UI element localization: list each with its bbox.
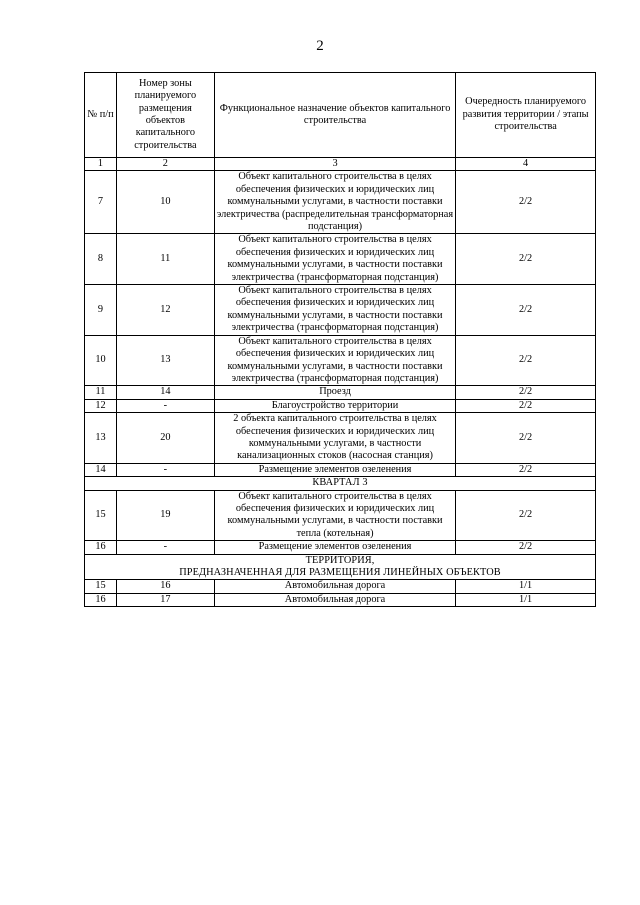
stage-value: 2/2: [456, 234, 596, 285]
stage-value: 2/2: [456, 463, 596, 476]
stage-value: 2/2: [456, 171, 596, 234]
row-number: 16: [85, 593, 117, 606]
purpose-text: Объект капитального строительства в целях обеспечения физических и юридических лиц коммунальными услугами, в частности поставки электричества (трансформаторная подстанция): [214, 335, 455, 386]
zone-number: 14: [116, 386, 214, 399]
stage-value: 2/2: [456, 541, 596, 554]
row-number: 7: [85, 171, 117, 234]
stage-value: 2/2: [456, 285, 596, 336]
section-row: [85, 554, 596, 580]
column-number: 3: [214, 158, 455, 171]
table-row: [85, 541, 596, 554]
zone-number: -: [116, 541, 214, 554]
purpose-text: Автомобильная дорога: [214, 593, 455, 606]
zone-number: 20: [116, 413, 214, 464]
row-number: 15: [85, 490, 117, 541]
purpose-text: Объект капитального строительства в целях обеспечения физических и юридических лиц коммунальными услугами, в частности поставки электричества (распределительная трансформаторная подстанция): [214, 171, 455, 234]
table-row: [85, 490, 596, 541]
purpose-text: 2 объекта капитального строительства в целях обеспечения физических и юридических лиц коммунальными услугами, в частности канализационных стоков (насосная станция): [214, 413, 455, 464]
purpose-text: Объект капитального строительства в целях обеспечения физических и юридических лиц коммунальными услугами, в частности поставки тепла (котельная): [214, 490, 455, 541]
column-number-row: [85, 158, 596, 171]
stage-value: 2/2: [456, 490, 596, 541]
row-number: 15: [85, 580, 117, 593]
stage-value: 2/2: [456, 413, 596, 464]
zone-number: -: [116, 463, 214, 476]
header-purpose: Функциональное назначение объектов капитального строительства: [214, 73, 455, 158]
page-number: 2: [316, 38, 324, 54]
stage-value: 2/2: [456, 386, 596, 399]
purpose-text: Размещение элементов озеленения: [214, 541, 455, 554]
table-row: [85, 463, 596, 476]
header-number: № п/п: [85, 73, 117, 158]
header-stage: Очередность планируемого развития территории / этапы строительства: [456, 73, 596, 158]
purpose-text: Автомобильная дорога: [214, 580, 455, 593]
purpose-text: Проезд: [214, 386, 455, 399]
row-number: 12: [85, 399, 117, 412]
table-row: [85, 335, 596, 386]
zone-number: 10: [116, 171, 214, 234]
zone-number: 13: [116, 335, 214, 386]
purpose-text: Размещение элементов озеленения: [214, 463, 455, 476]
table-row: [85, 580, 596, 593]
stage-value: 2/2: [456, 399, 596, 412]
table-row: [85, 386, 596, 399]
zone-number: 11: [116, 234, 214, 285]
zone-number: -: [116, 399, 214, 412]
purpose-text: Объект капитального строительства в целях обеспечения физических и юридических лиц коммунальными услугами, в частности поставки электричества (трансформаторная подстанция): [214, 234, 455, 285]
table-row: [85, 285, 596, 336]
row-number: 16: [85, 541, 117, 554]
column-number: 1: [85, 158, 117, 171]
zone-number: 12: [116, 285, 214, 336]
row-number: 11: [85, 386, 117, 399]
zone-number: 17: [116, 593, 214, 606]
table-row: [85, 234, 596, 285]
column-number: 2: [116, 158, 214, 171]
stage-value: 2/2: [456, 335, 596, 386]
stage-value: 1/1: [456, 593, 596, 606]
table-header-row: [85, 73, 596, 158]
purpose-text: Объект капитального строительства в целях обеспечения физических и юридических лиц коммунальными услугами, в частности поставки электричества (трансформаторная подстанция): [214, 285, 455, 336]
row-number: 14: [85, 463, 117, 476]
row-number: 10: [85, 335, 117, 386]
row-number: 9: [85, 285, 117, 336]
row-number: 13: [85, 413, 117, 464]
zone-number: 19: [116, 490, 214, 541]
table-row: [85, 413, 596, 464]
zone-number: 16: [116, 580, 214, 593]
table-row: [85, 399, 596, 412]
row-number: 8: [85, 234, 117, 285]
column-number: 4: [456, 158, 596, 171]
table-row: [85, 171, 596, 234]
table-row: [85, 593, 596, 606]
table-body: [85, 171, 596, 607]
purpose-text: Благоустройство территории: [214, 399, 455, 412]
zones-table: [84, 72, 596, 607]
stage-value: 1/1: [456, 580, 596, 593]
section-title: ТЕРРИТОРИЯ, ПРЕДНАЗНАЧЕННАЯ ДЛЯ РАЗМЕЩЕНИЯ ЛИНЕЙНЫХ ОБЪЕКТОВ: [85, 554, 596, 580]
section-title: КВАРТАЛ 3: [85, 477, 596, 490]
header-zone: Номер зоны планируемого размещения объектов капитального строительства: [116, 73, 214, 158]
section-row: [85, 477, 596, 490]
